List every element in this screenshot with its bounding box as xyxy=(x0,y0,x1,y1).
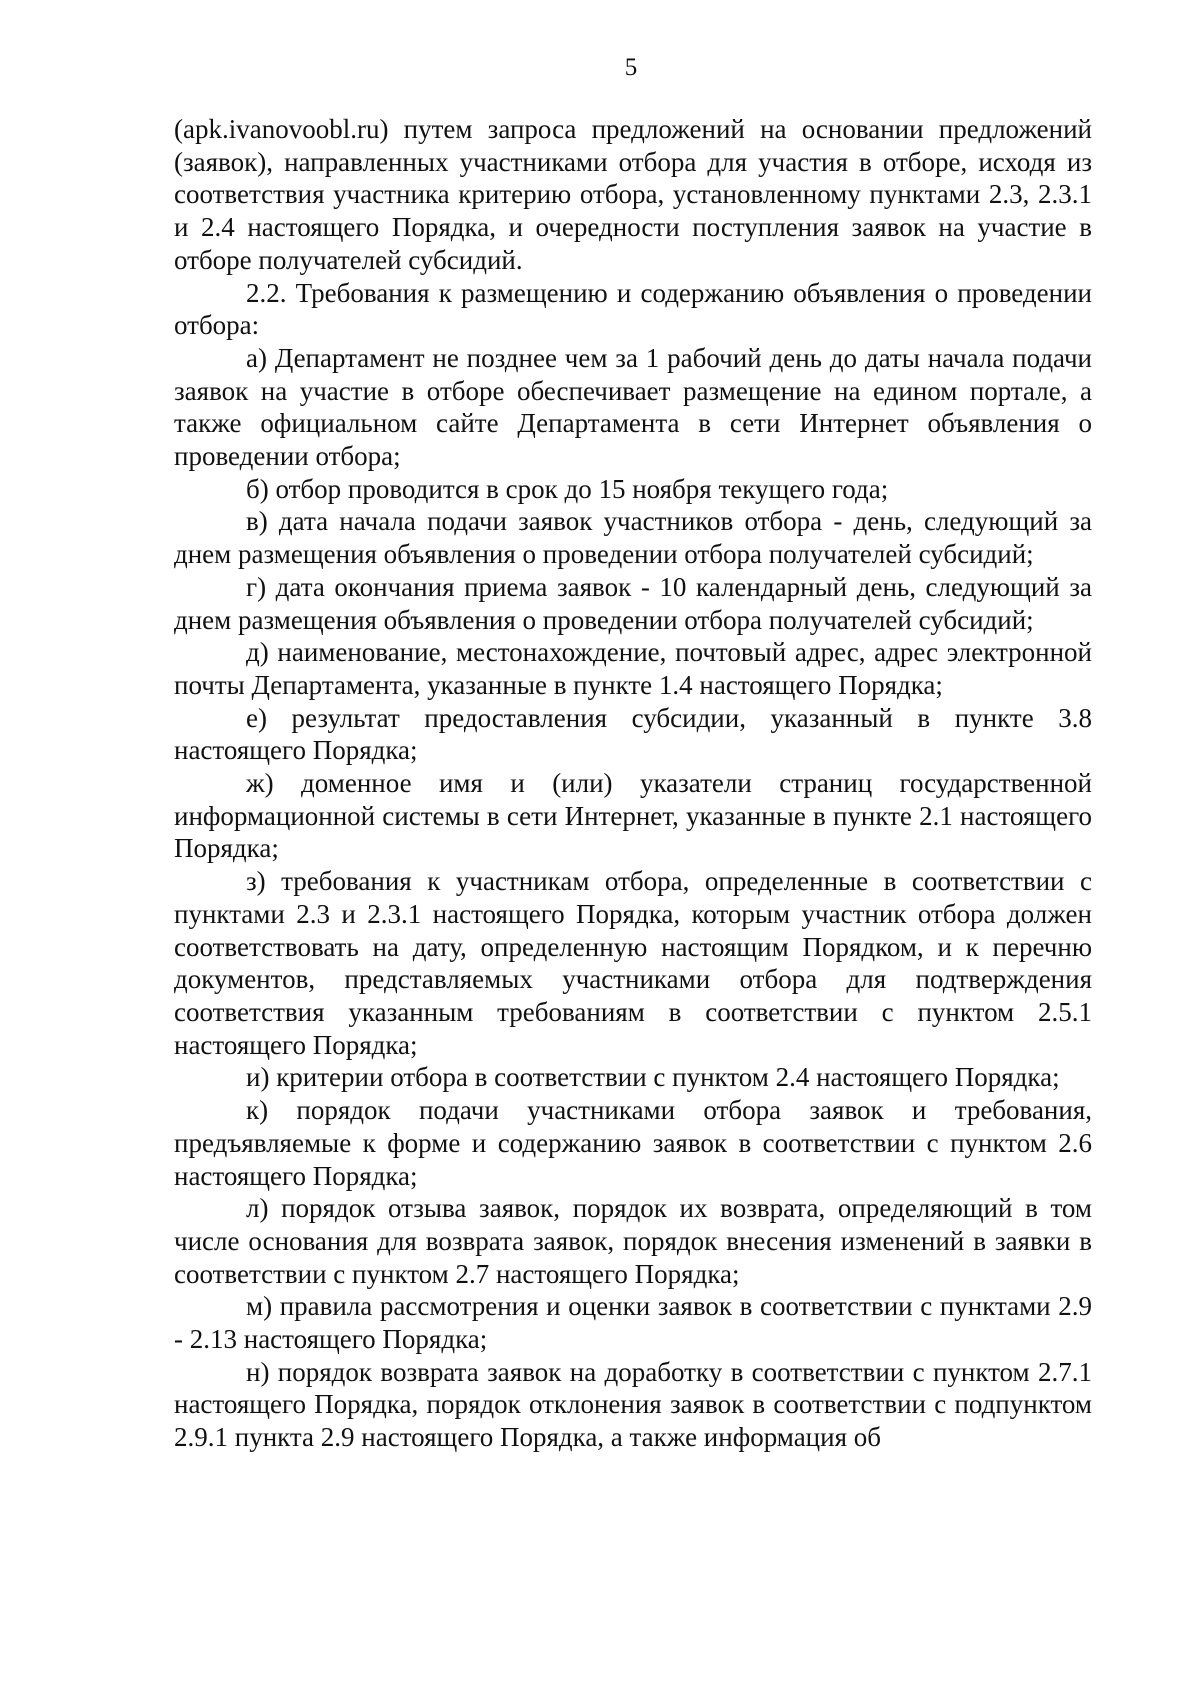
paragraph-item-m: м) правила рассмотрения и оценки заявок в соответствии с пунктами 2.9 - 2.13 настоящего Порядка; xyxy=(174,1291,1092,1355)
paragraph-item-a: а) Департамент не позднее чем за 1 рабочий день до даты начала подачи заявок на участие в отборе обеспечивает размещение на едином портале, а также официальном сайте Департамента в сети Интернет объявления о проведении отбора; xyxy=(174,342,1092,472)
paragraph-2-2: 2.2. Требования к размещению и содержанию объявления о проведении отбора: xyxy=(174,277,1092,341)
paragraph-item-zh: ж) доменное имя и (или) указатели страниц государственной информационной системы в сети Интернет, указанные в пункте 2.1 настоящего Порядка; xyxy=(174,768,1092,864)
paragraph-item-e: е) результат предоставления субсидии, указанный в пункте 3.8 настоящего Порядка; xyxy=(174,702,1092,766)
paragraph-item-z: з) требования к участникам отбора, определенные в соответствии с пунктами 2.3 и 2.3.1 настоящего Порядка, которым участник отбора должен соответствовать на дату, определенную настоящим Порядком, и к перечню документов, представляемых участниками отбора для подтверждения соответствия указанным требованиям в соответствии с пунктом 2.5.1 настоящего Порядка; xyxy=(174,866,1092,1060)
document-body xyxy=(174,113,1092,1454)
page-number: 5 xyxy=(624,54,638,81)
paragraph-item-d: д) наименование, местонахождение, почтовый адрес, адрес электронной почты Департамента, указанные в пункте 1.4 настоящего Порядка; xyxy=(174,637,1092,700)
paragraph-item-k: к) порядок подачи участниками отбора заявок и требования, предъявляемые к форме и содержанию заявок в соответствии с пунктом 2.6 настоящего Порядка; xyxy=(174,1095,1092,1191)
paragraph-item-i: и) критерии отбора в соответствии с пунктом 2.4 настоящего Порядка; xyxy=(246,1062,1060,1093)
paragraph-item-b: б) отбор проводится в срок до 15 ноября текущего года; xyxy=(246,473,889,504)
paragraph-item-l: л) порядок отзыва заявок, порядок их возврата, определяющий в том числе основания для возврата заявок, порядок внесения изменений в заявки в соответствии с пунктом 2.7 настоящего Порядка; xyxy=(174,1193,1092,1289)
paragraph-item-g: г) дата окончания приема заявок - 10 календарный день, следующий за днем размещения объявления о проведении отбора получателей субсидий; xyxy=(174,571,1092,635)
paragraph-item-v: в) дата начала подачи заявок участников отбора - день, следующий за днем размещения объявления о проведении отбора получателей субсидий; xyxy=(174,506,1092,570)
paragraph-item-n: н) порядок возврата заявок на доработку в соответствии с пунктом 2.7.1 настоящего Порядка, порядок отклонения заявок в соответствии с подпунктом 2.9.1 пункта 2.9 настоящего Порядка, а также информация об xyxy=(174,1356,1092,1453)
paragraph-continuation: (apk.ivanovoobl.ru) путем запроса предложений на основании предложений (заявок), направленных участниками отбора для участия в отборе, исходя из соответствия участника критерию отбора, установленному пунктами 2.3, 2.3.1 и 2.4 настоящего Порядка, и очередности поступления заявок на участие в отборе получателей субсидий. xyxy=(174,114,1092,275)
